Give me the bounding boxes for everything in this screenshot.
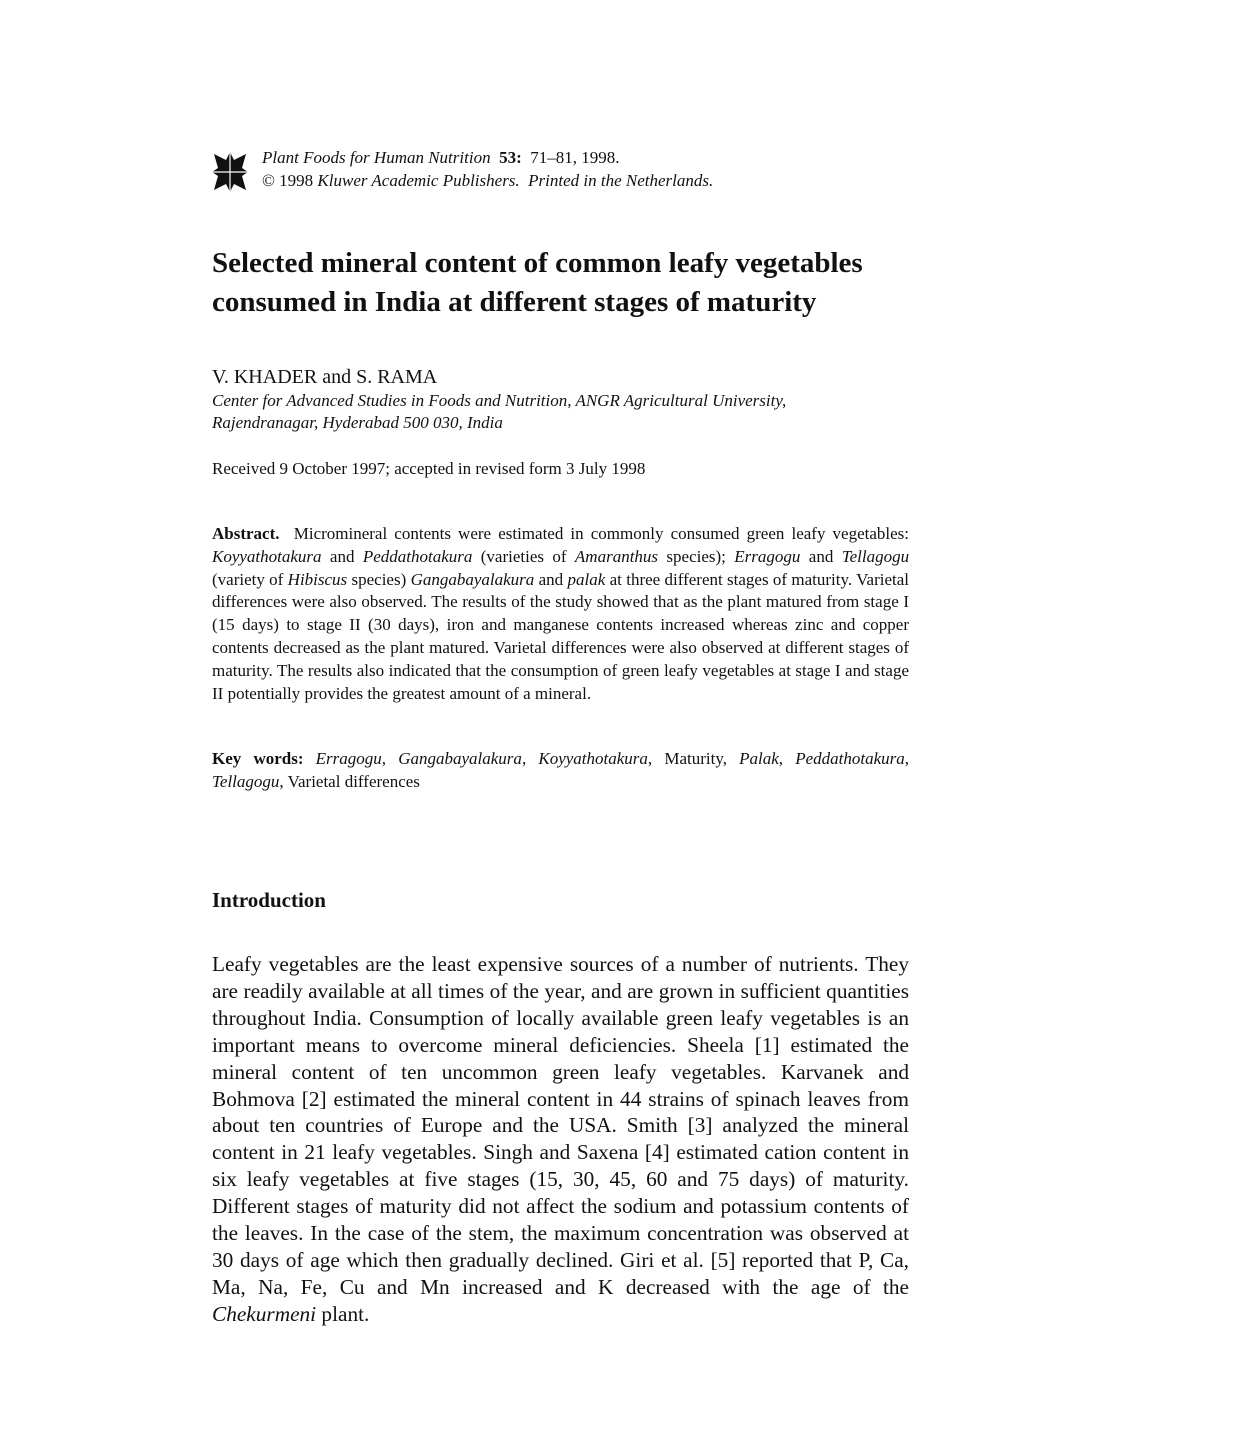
authors: V. KHADER and S. RAMA: [212, 366, 438, 388]
keyword-separator: ,: [647, 749, 653, 768]
introduction-text-end: plant.: [321, 1301, 370, 1326]
keyword-separator: ,: [279, 772, 284, 791]
keyword: Maturity: [664, 749, 723, 768]
abstract: [212, 523, 909, 705]
keyword-separator: ,: [722, 749, 727, 768]
abstract-term: Gangabayalakura: [410, 569, 535, 589]
keyword: Peddathotakura: [795, 749, 905, 768]
keyword: Gangabayalakura: [398, 749, 522, 768]
copyright: © 1998: [262, 171, 314, 190]
journal-pages: 71–81, 1998.: [530, 148, 620, 167]
abstract-text: species): [351, 569, 407, 589]
introduction-paragraph: [212, 951, 909, 1328]
abstract-term: Hibiscus: [287, 569, 348, 589]
abstract-text: (varieties of: [480, 546, 567, 566]
affiliation: [212, 390, 909, 434]
abstract-text: at three different stages of maturity. Varietal differences were also observed. The results of the study showed that as the plant matured from stage I (15 days) to stage II (30 days), iron and manganese contents increased whereas zinc and copper contents decreased as the plant matured. Varietal differences were also observed at different stages of maturity. The results also indicated that the consumption of green leafy vegetables at stage I and stage II potentially provides the greatest amount of a mineral.: [212, 569, 910, 703]
printed-location: Printed in the Netherlands.: [528, 171, 714, 190]
introduction-text: Leafy vegetables are the least expensive sources of a number of nutrients. They are readily available at all times of the year, and are grown in sufficient quantities throughout India. Consumption of locally available green leafy vegetables is an important means to overcome mineral deficiencies. Sheela [1] estimated the mineral content of ten uncommon green leafy vegetables. Karvanek and Bohmova [2] estimated the mineral content in 44 strains of spinach leaves from about ten countries of Europe and the USA. Smith [3] analyzed the mineral content in 21 leafy vegetables. Singh and Saxena [4] estimated cation content in six leafy vegetables at five stages (15, 30, 45, 60 and 75 days) of maturity. Different stages of maturity did not affect the sodium and potassium contents of the leaves. In the case of the stem, the maximum concentration was observed at 30 days of age which then gradually declined. Giri et al. [5] reported that P, Ca, Ma, Na, Fe, Cu and Mn increased and K decreased with the age of the: [212, 952, 909, 1299]
abstract-text: and: [538, 569, 564, 589]
abstract-term: Peddathotakura: [362, 546, 473, 566]
keywords: [212, 747, 909, 793]
abstract-term: palak: [567, 569, 606, 589]
publisher: Kluwer Academic Publishers.: [317, 171, 520, 190]
affiliation-line-1: Center for Advanced Studies in Foods and Nutrition, ANGR Agricultural University,: [212, 391, 787, 410]
abstract-term: Tellagogu: [841, 546, 910, 566]
keywords-label: Key words:: [212, 749, 304, 768]
abstract-term: Amaranthus: [574, 546, 659, 566]
plant-name: Chekurmeni: [212, 1301, 317, 1326]
keyword-separator: ,: [381, 749, 387, 768]
abstract-text: and: [329, 546, 355, 566]
keyword: Koyyathotakura: [538, 749, 648, 768]
journal-volume: 53:: [499, 148, 522, 167]
abstract-text: species);: [666, 546, 726, 566]
title-line-2: consumed in India at different stages of maturity: [212, 286, 817, 318]
keyword: Tellagogu: [212, 772, 280, 791]
journal-citation: [262, 146, 713, 192]
publisher-logo-icon: [212, 150, 248, 192]
keyword: Erragogu: [315, 749, 382, 768]
paper-title: [212, 244, 909, 322]
journal-header: [212, 146, 909, 196]
keyword-separator: ,: [778, 749, 784, 768]
abstract-text: (variety of: [212, 569, 284, 589]
affiliation-line-2: Rajendranagar, Hyderabad 500 030, India: [212, 413, 503, 432]
keyword-separator: ,: [904, 749, 910, 768]
abstract-text: Micromineral contents were estimated in commonly consumed green leafy vegetables:: [293, 524, 910, 543]
abstract-text: and: [808, 546, 834, 566]
section-heading-introduction: Introduction: [212, 888, 326, 912]
journal-name: Plant Foods for Human Nutrition: [262, 148, 491, 167]
keyword: Varietal differences: [287, 772, 420, 791]
received-dates: Received 9 October 1997; accepted in revised form 3 July 1998: [212, 459, 646, 478]
title-line-1: Selected mineral content of common leafy vegetables: [212, 247, 863, 279]
keyword: Palak: [739, 749, 779, 768]
abstract-term: Koyyathotakura: [212, 546, 322, 566]
abstract-label: Abstract.: [212, 524, 280, 543]
keyword-separator: ,: [521, 749, 527, 768]
abstract-term: Erragogu: [734, 546, 801, 566]
